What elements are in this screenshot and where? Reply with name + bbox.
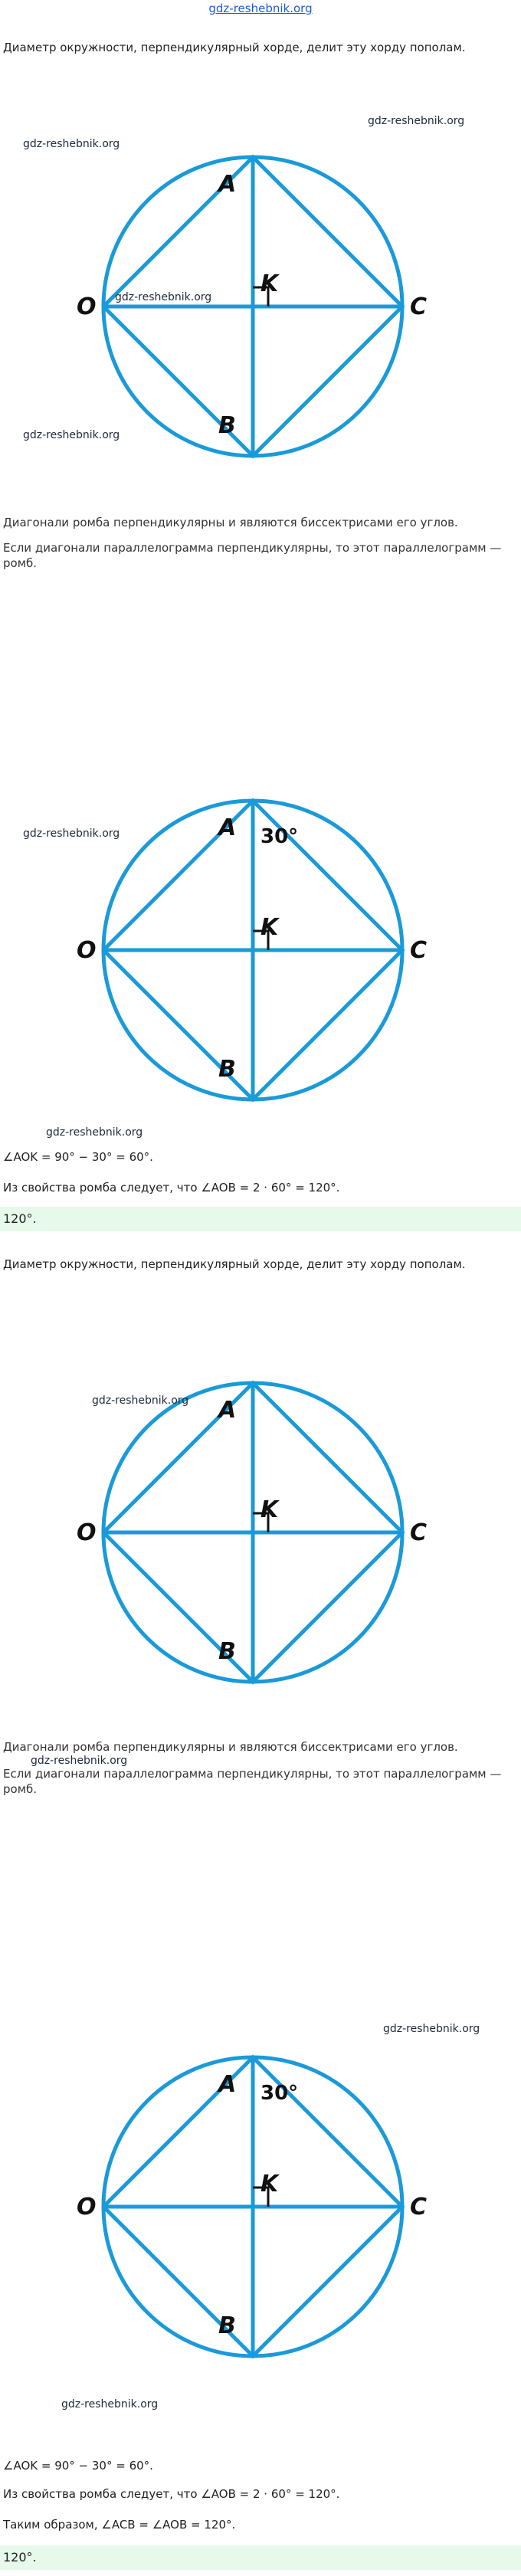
circle-figure-2 bbox=[77, 797, 428, 1103]
item2-text-1: Если диагонали параллелограмма перпендикулярны, то этот параллелограмм — ромб. bbox=[3, 541, 502, 570]
label-o-2: O bbox=[77, 937, 97, 964]
watermark: gdz-reshebnik.org bbox=[383, 2023, 480, 2035]
watermark: gdz-reshebnik.org bbox=[368, 115, 465, 127]
watermark: gdz-reshebnik.org bbox=[115, 291, 212, 303]
circle-figure-3 bbox=[77, 1379, 428, 1686]
watermark: gdz-reshebnik.org bbox=[61, 2398, 159, 2410]
label-o-3: O bbox=[77, 1519, 97, 1546]
label-c-3: C bbox=[410, 1519, 428, 1546]
label-k: K bbox=[260, 270, 279, 297]
rhombus-prop-2: Из свойства ромба следует, что ∠AOB = 2 · 60° = 120°. bbox=[3, 2487, 340, 2501]
answer-2: 120°. bbox=[0, 2545, 521, 2570]
angle-label: 30° bbox=[260, 825, 299, 848]
watermark: gdz-reshebnik.org bbox=[23, 429, 120, 441]
watermark: gdz-reshebnik.org bbox=[46, 1126, 143, 1139]
item1-text-2: Диагонали ромба перпендикулярны и являются биссектрисами его углов. bbox=[3, 1740, 458, 1754]
label-k-3: K bbox=[260, 1496, 279, 1523]
label-k-4: K bbox=[260, 2171, 279, 2197]
diameter-rule-2: Диаметр окружности, перпендикулярный хорде, делит эту хорду пополам. bbox=[3, 1257, 466, 1271]
site-link[interactable]: gdz-reshebnik.org bbox=[208, 2, 313, 15]
site-header bbox=[0, 0, 521, 17]
label-a-3: A bbox=[218, 1397, 237, 1424]
label-c: C bbox=[410, 293, 428, 320]
label-b-4: B bbox=[218, 2312, 236, 2339]
final-line: Таким образом, ∠ACB = ∠AOB = 120°. bbox=[3, 2518, 236, 2532]
circle-figure-4 bbox=[77, 2053, 428, 2360]
diameter-rule-1: Диаметр окружности, перпендикулярный хорде, делит эту хорду пополам. bbox=[3, 41, 466, 54]
label-o-4: O bbox=[77, 2194, 97, 2220]
item2-text-2: Если диагонали параллелограмма перпендикулярны, то этот параллелограмм — ромб. bbox=[3, 1767, 502, 1796]
circle-figure-1 bbox=[77, 153, 428, 460]
watermark: gdz-reshebnik.org bbox=[23, 828, 120, 840]
label-b-2: B bbox=[218, 1056, 236, 1083]
item1-text-1: Диагонали ромба перпендикулярны и являются биссектрисами его углов. bbox=[3, 516, 458, 529]
watermark: gdz-reshebnik.org bbox=[92, 1395, 189, 1407]
rhombus-prop-1: Из свойства ромба следует, что ∠AOB = 2 · 60° = 120°. bbox=[3, 1181, 340, 1195]
label-a: A bbox=[218, 171, 237, 198]
label-c-2: C bbox=[410, 937, 428, 964]
label-a-2: A bbox=[218, 814, 237, 841]
label-c-4: C bbox=[410, 2194, 428, 2220]
watermark: gdz-reshebnik.org bbox=[31, 1755, 128, 1767]
label-k-2: K bbox=[260, 914, 279, 941]
label-b-3: B bbox=[218, 1638, 236, 1665]
label-a-4: A bbox=[218, 2071, 237, 2098]
aok-calc-2: ∠AOK = 90° − 30° = 60°. bbox=[3, 2459, 153, 2473]
label-o: O bbox=[77, 293, 97, 320]
angle-label-2: 30° bbox=[260, 2082, 299, 2105]
label-b: B bbox=[218, 412, 236, 439]
answer-1: 120°. bbox=[0, 1207, 521, 1231]
watermark: gdz-reshebnik.org bbox=[23, 138, 120, 150]
aok-calc-1: ∠AOK = 90° − 30° = 60°. bbox=[3, 1150, 153, 1164]
